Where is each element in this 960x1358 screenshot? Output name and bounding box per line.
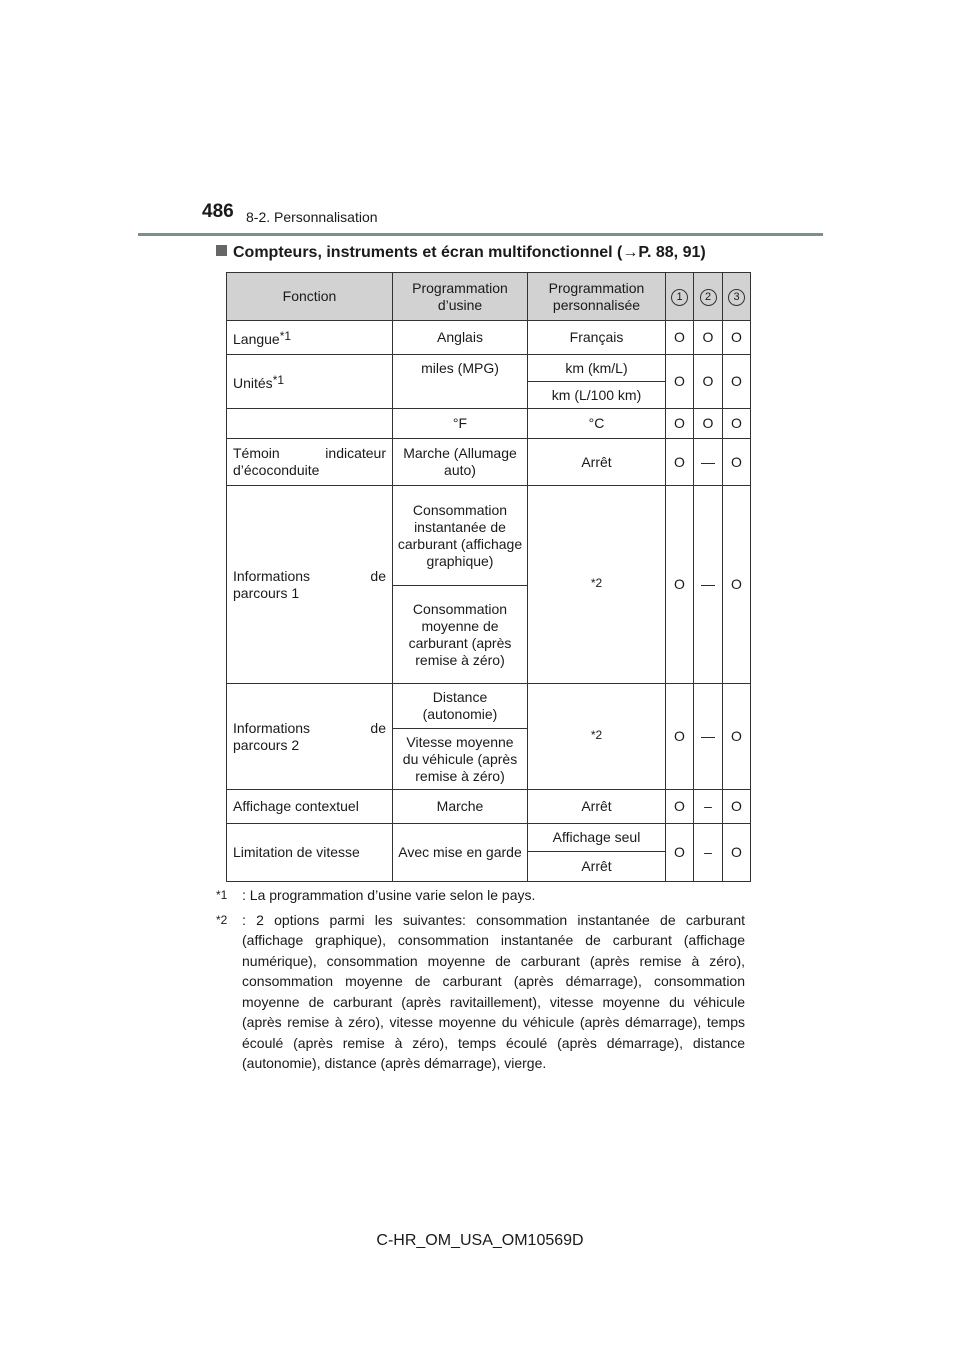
header-factory: Programmation d’usine <box>393 273 528 321</box>
header-col-2 <box>694 273 723 321</box>
table-header-row <box>227 273 751 321</box>
col-3-value: O <box>723 355 751 409</box>
col-2-value: – <box>694 824 723 882</box>
section-title: 8-2. Personnalisation <box>246 209 378 225</box>
table-row <box>227 409 751 439</box>
circled-2-icon: 2 <box>700 289 717 306</box>
footnote-mark: *2 <box>216 912 228 927</box>
col-2-value: — <box>694 684 723 790</box>
header-function: Fonction <box>227 273 393 321</box>
col-3-value: O <box>723 486 751 684</box>
header-custom: Programmation personnalisée <box>528 273 666 321</box>
custom-value: Arrêt <box>528 790 666 824</box>
custom-value: *2 <box>528 684 666 790</box>
custom-value: Arrêt <box>528 852 666 882</box>
factory-value: Marche (Allumage auto) <box>393 439 528 486</box>
col-2-value: — <box>694 486 723 684</box>
col-1-value: O <box>666 439 694 486</box>
custom-value: °C <box>528 409 666 439</box>
row-label: Langue*1 <box>227 321 393 355</box>
footnotes <box>216 885 745 1078</box>
footnote-text: : La programmation d’usine varie selon le pays. <box>242 887 536 903</box>
custom-value: Affichage seul <box>528 824 666 852</box>
custom-value: Français <box>528 321 666 355</box>
header-rule <box>138 233 823 236</box>
square-bullet-icon <box>216 245 227 256</box>
col-2-value: O <box>694 321 723 355</box>
col-2-value: O <box>694 355 723 409</box>
row-label: Affichage contextuel <box>227 790 393 824</box>
row-label <box>227 409 393 439</box>
factory-value: miles (MPG) <box>393 355 528 409</box>
footnote-text: : 2 options parmi les suivantes: consommation instantanée de carburant (affichage graphique), consommation instantanée de carburant (affichage numérique), consommation moyenne de carburant (après remise à zéro), consommation moyenne de carburant (après démarrage), consommation moyenne de carburant (après ravitaillement), vitesse moyenne du véhicule (après remise à zéro), vitesse moyenne du véhicule (après démarrage), temps écoulé (après remise à zéro), temps écoulé (après démarrage), distance (autonomie), distance (après démarrage), vierge. <box>242 911 745 1071</box>
header-col-3 <box>723 273 751 321</box>
col-1-value: O <box>666 486 694 684</box>
table-row <box>227 684 751 729</box>
col-2-value: – <box>694 790 723 824</box>
settings-table <box>226 272 751 882</box>
col-1-value: O <box>666 790 694 824</box>
col-3-value: O <box>723 321 751 355</box>
factory-value: Consommation moyenne de carburant (après remise à zéro) <box>393 586 528 684</box>
table-row <box>227 790 751 824</box>
document-code: C-HR_OM_USA_OM10569D <box>376 1232 584 1249</box>
footnote <box>216 910 745 1074</box>
col-1-value: O <box>666 684 694 790</box>
circled-1-icon: 1 <box>671 289 688 306</box>
factory-value: Distance (autonomie) <box>393 684 528 729</box>
row-label: Limitation de vitesse <box>227 824 393 882</box>
custom-value: *2 <box>528 486 666 684</box>
page-number: 486 <box>202 201 234 222</box>
col-2-value: O <box>694 409 723 439</box>
custom-value: km (km/L) <box>528 355 666 382</box>
col-3-value: O <box>723 824 751 882</box>
col-1-value: O <box>666 409 694 439</box>
custom-value: Arrêt <box>528 439 666 486</box>
row-label: Informations de parcours 1 <box>227 486 393 684</box>
footnote <box>216 885 745 906</box>
col-1-value: O <box>666 355 694 409</box>
heading-text: Compteurs, instruments et écran multifonctionnel ( <box>233 244 623 261</box>
page-reference-link[interactable]: →P. 88, 91) <box>622 244 706 261</box>
factory-value: Consommation instantanée de carburant (affichage graphique) <box>393 486 528 586</box>
custom-value: km (L/100 km) <box>528 382 666 409</box>
factory-value: Marche <box>393 790 528 824</box>
col-3-value: O <box>723 409 751 439</box>
circled-3-icon: 3 <box>728 289 745 306</box>
row-label: Informations de parcours 2 <box>227 684 393 790</box>
col-3-value: O <box>723 684 751 790</box>
header-col-1 <box>666 273 694 321</box>
factory-value: Vitesse moyenne du véhicule (après remise à zéro) <box>393 729 528 790</box>
factory-value: Anglais <box>393 321 528 355</box>
subsection-heading <box>216 244 706 262</box>
factory-value: °F <box>393 409 528 439</box>
factory-value: Avec mise en garde <box>393 824 528 882</box>
row-label: Témoin indicateur d’écoconduite <box>227 439 393 486</box>
footnote-mark: *1 <box>216 888 228 902</box>
col-3-value: O <box>723 790 751 824</box>
row-label: Unités*1 <box>227 355 393 409</box>
col-1-value: O <box>666 824 694 882</box>
table-row <box>227 321 751 355</box>
table-row <box>227 486 751 586</box>
table-row <box>227 355 751 382</box>
table-row <box>227 824 751 852</box>
table-row <box>227 439 751 486</box>
col-3-value: O <box>723 439 751 486</box>
col-1-value: O <box>666 321 694 355</box>
col-2-value: — <box>694 439 723 486</box>
